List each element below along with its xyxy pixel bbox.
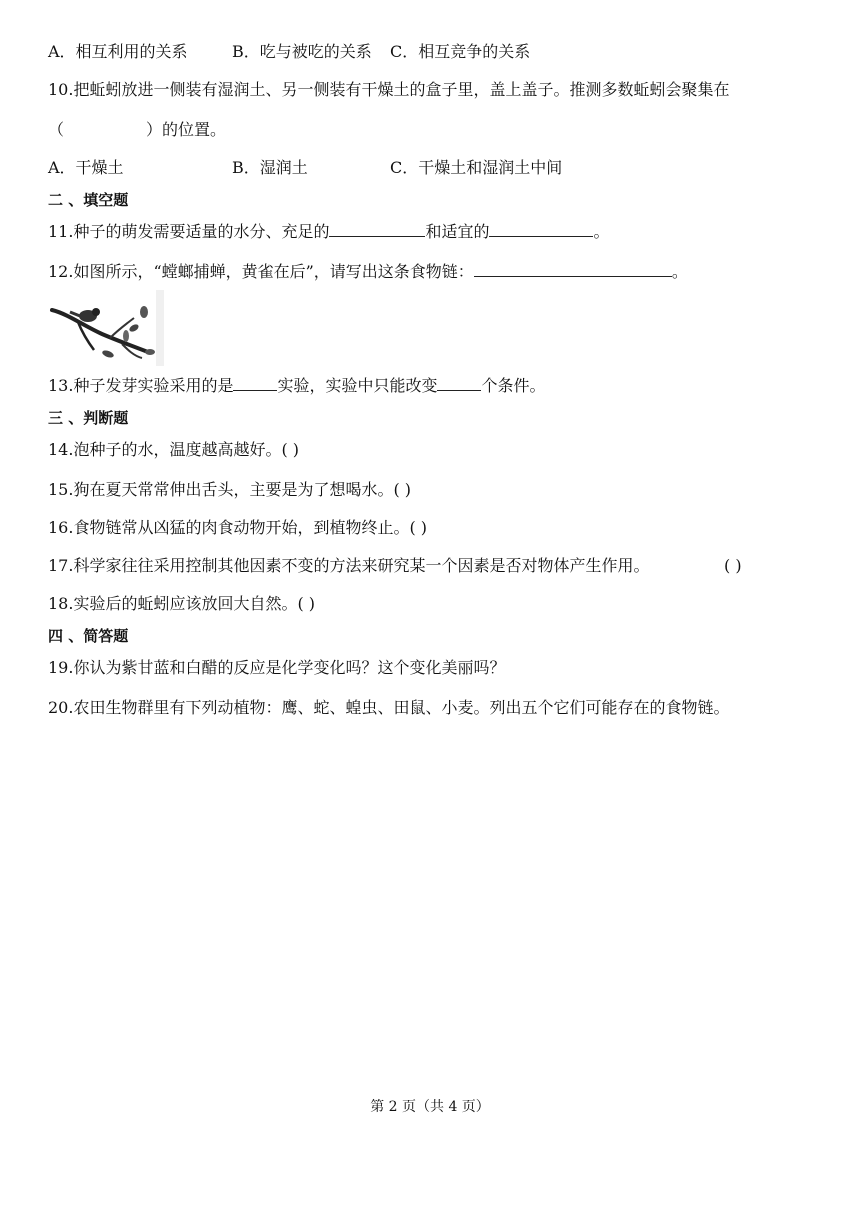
q11-blank-2[interactable] — [489, 222, 593, 237]
q12-text-2: 。 — [671, 262, 688, 281]
q10-option-a: A．干燥土 — [48, 158, 124, 177]
q14-question: 14.泡种子的水，温度越高越好。( ) — [48, 440, 300, 459]
q9-option-a: A．相互利用的关系 — [48, 42, 188, 61]
q9-option-c: C．相互竞争的关系 — [390, 42, 531, 61]
q13-blank-2[interactable] — [437, 376, 481, 391]
q11-text-1: 11.种子的萌发需要适量的水分、充足的 — [48, 222, 330, 241]
q11-text-3: 。 — [593, 222, 610, 241]
q15-question: 15.狗在夏天常常伸出舌头，主要是为了想喝水。( ) — [48, 480, 412, 499]
q13-question — [48, 376, 545, 396]
q11-blank-1[interactable] — [329, 222, 425, 237]
q9-option-b: B．吃与被吃的关系 — [232, 42, 372, 61]
q16-question: 16.食物链常从凶猛的肉食动物开始，到植物终止。( ) — [48, 518, 428, 537]
q13-text-2: 实验，实验中只能改变 — [277, 376, 438, 395]
q12-question — [48, 262, 688, 282]
mantis-cicada-oriole-illustration — [48, 290, 164, 366]
q10-option-b: B．湿润土 — [232, 158, 308, 177]
q12-text-1: 12.如图所示，“螳螂捕蝉，黄雀在后”，请写出这条食物链： — [48, 262, 474, 281]
q18-question: 18.实验后的蚯蚓应该放回大自然。( ) — [48, 594, 316, 613]
q20-question: 20.农田生物群里有下列动植物：鹰、蛇、蝗虫、田鼠、小麦。列出五个它们可能存在的食物链。 — [48, 698, 730, 717]
q10-bracket-close: ）的位置。 — [146, 120, 227, 139]
section-heading-fill-in: 二 、填空题 — [48, 191, 129, 209]
q13-blank-1[interactable] — [233, 376, 277, 391]
q10-bracket-open: （ — [48, 120, 65, 139]
page-footer: 第 2 页（共 4 页） — [370, 1099, 490, 1115]
section-heading-true-false: 三 、判断题 — [48, 409, 129, 427]
q17-text: 17.科学家往往采用控制其他因素不变的方法来研究某一个因素是否对物体产生作用。 — [48, 556, 650, 575]
q10-question-cont — [48, 120, 226, 140]
q10-option-c: C．干燥土和湿润土中间 — [390, 158, 563, 177]
section-heading-short-answer: 四 、简答题 — [48, 627, 129, 645]
q11-question — [48, 222, 609, 242]
q12-blank[interactable] — [474, 262, 672, 277]
q17-bracket: ( ) — [724, 556, 742, 575]
q11-text-2: 和适宜的 — [425, 222, 490, 241]
q13-text-1: 13.种子发芽实验采用的是 — [48, 376, 234, 395]
q17-question — [48, 556, 649, 576]
q13-text-3: 个条件。 — [481, 376, 546, 395]
q10-question: 10.把蚯蚓放进一侧装有湿润土、另一侧装有干燥土的盒子里，盖上盖子。推测多数蚯蚓会聚集在 — [48, 80, 730, 99]
q19-question: 19.你认为紫甘蓝和白醋的反应是化学变化吗？这个变化美丽吗？ — [48, 658, 506, 677]
